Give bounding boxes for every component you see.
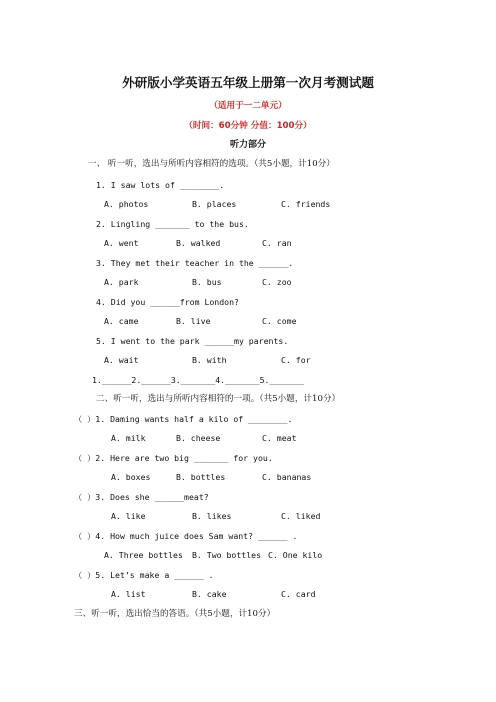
part2-q1-stem: （ ）1. Daming wants half a kilo of ________.: [74, 414, 293, 424]
part2-q2-stem: （ ）2. Here are two big _______ for you.: [74, 453, 273, 463]
option-c: C. bananas: [262, 472, 312, 482]
option-a: A. wait: [104, 355, 139, 365]
option-b: B. bottles: [176, 472, 226, 482]
part1-instruction: 一、 听一听，选出与所听内容相符的选项。（共5小题，计10分）: [88, 159, 335, 169]
option-b: B. bus: [192, 277, 222, 287]
part1-q3-stem: 3. They met their teacher in the ______.: [96, 258, 294, 268]
option-a: A. list: [111, 589, 146, 599]
option-c: C. meat: [262, 433, 297, 443]
option-a: A. went: [104, 238, 139, 248]
part3-instruction: 三、听一听，选出恰当的答语。（共5小题，计10分）: [74, 609, 276, 619]
option-b: B. Two bottles: [192, 550, 262, 560]
option-a: A. boxes: [111, 472, 151, 482]
option-b: B. cheese: [176, 433, 221, 443]
part1-q4-stem: 4. Did you ______from London?: [96, 297, 239, 307]
option-c: C. friends: [281, 199, 331, 209]
option-c: C. ran: [262, 238, 292, 248]
part1-q2-stem: 2. Lingling _______ to the bus.: [96, 219, 249, 229]
part1-q1-stem: 1. I saw lots of ________.: [96, 180, 225, 190]
option-a: A. photos: [104, 199, 149, 209]
option-b: B. likes: [192, 511, 232, 521]
part1-q5-stem: 5. I went to the park ______my parents.: [96, 336, 289, 346]
option-b: B. with: [192, 355, 227, 365]
option-a: A. park: [104, 277, 139, 287]
option-c: C. come: [262, 316, 297, 326]
option-b: B. cake: [192, 589, 227, 599]
option-b: B. live: [176, 316, 211, 326]
option-a: A. milk: [111, 433, 146, 443]
option-c: C. One kilo: [268, 550, 323, 560]
option-b: B. walked: [176, 238, 221, 248]
option-a: A. Three bottles: [104, 550, 183, 560]
option-c: C. liked: [281, 511, 321, 521]
exam-title: 外研版小学英语五年级上册第一次月考测试题: [122, 75, 374, 90]
part1-answer-line: 1.______2.______3._______4._______5._______: [92, 375, 304, 385]
part2-q4-stem: （ ）4. How much juice does Sam want? ______ .: [74, 531, 298, 541]
part2-instruction: 二、听一听，选出与所听内容相符的一项。（共5小题，计10分）: [96, 394, 341, 404]
part2-q5-stem: （ ）5. Let’s make a ______ .: [74, 570, 214, 580]
option-b: B. places: [192, 199, 237, 209]
exam-subtitle: （适用于一二单元）: [209, 101, 287, 111]
option-a: A. came: [104, 316, 139, 326]
part2-q3-stem: （ ）3. Does she ______meat?: [74, 492, 209, 502]
section-heading: 听力部分: [229, 140, 266, 150]
option-c: C. card: [281, 589, 316, 599]
exam-time-info: （时间：60分钟 分值：100分）: [184, 121, 312, 131]
option-c: C. zoo: [262, 277, 292, 287]
option-c: C. for: [281, 355, 311, 365]
option-a: A. like: [111, 511, 146, 521]
